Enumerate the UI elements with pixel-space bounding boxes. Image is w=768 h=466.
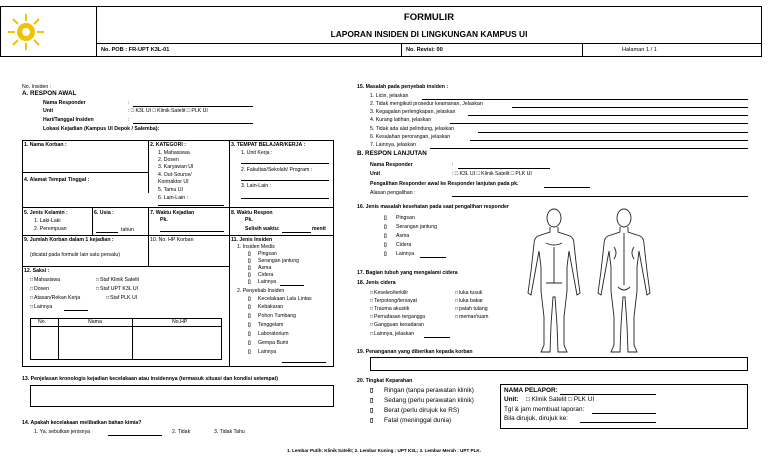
cidera-item[interactable]: □ luka tusuk	[455, 290, 482, 296]
q15-field[interactable]	[478, 132, 748, 133]
field-6-label: 6. Usia :	[94, 210, 114, 216]
kategori-item[interactable]: 5. Tamu UI	[158, 187, 183, 193]
pob-number: No. POB : FR-UPT K3L-01	[101, 47, 170, 53]
tempat-item[interactable]: 3. Lain-Lain :	[241, 183, 271, 189]
q16-lainnya-field[interactable]	[420, 257, 446, 258]
question-19: 19. Penanganan yang diberikan kepada korban	[357, 349, 473, 355]
tempat-lain-field[interactable]	[241, 198, 329, 199]
grid-divider	[22, 207, 230, 208]
tahun-unit: tahun	[121, 227, 134, 233]
body-front-diagram-icon[interactable]	[522, 207, 586, 355]
pelapor-label: NAMA PELAPOR:	[504, 387, 558, 394]
checkbox-icon[interactable]: ▯	[248, 304, 251, 310]
hari-label: Hari/Tanggal Insiden	[43, 117, 94, 123]
jenis-kelamin-item[interactable]: 2. Perempuan	[34, 226, 67, 232]
question-14: 14. Apakah kecelakaan melibatkan bahan kimia?	[22, 420, 142, 426]
lokasi-label: Lokasi Kejadian (Kampus UI Depok / Salemba):	[43, 126, 160, 132]
grid-divider	[229, 140, 230, 235]
grid-divider	[22, 266, 230, 267]
pelapor-unit-options[interactable]: □ Klinik Satelit □ PLK UI	[526, 396, 595, 403]
alasan-field[interactable]	[452, 196, 748, 197]
b-nama-field[interactable]	[458, 168, 550, 169]
grid-divider	[148, 207, 149, 266]
q14-option-tidak[interactable]: 2. Tidak	[172, 429, 191, 435]
alasan-label: Alasan pengalihan :	[370, 190, 416, 196]
table-col-divider	[132, 318, 133, 360]
q14-option-tidak-tahu[interactable]: 3. Tidak Tahu	[214, 429, 245, 435]
waktu-kejadian-field[interactable]	[160, 231, 224, 232]
kategori-item[interactable]: 6. Lain-Lain :	[158, 195, 188, 201]
unit-kerja-field[interactable]	[241, 163, 329, 164]
field-4-label: 4. Alamat Tempat Tinggal :	[24, 177, 90, 183]
q15-item[interactable]: 2. Tidak mengikuti prosedur keamanan, Jelaskan	[370, 101, 483, 107]
halaman-cell	[582, 43, 762, 57]
penyebab-item: Laboratorium	[258, 331, 289, 337]
checkbox-icon[interactable]: ▯	[370, 398, 374, 404]
field-10-label: 10. No. HP Korban	[150, 237, 194, 243]
saksi-item[interactable]: □ Mahasiswa	[30, 277, 60, 283]
hari-colon: :	[128, 117, 130, 123]
waktu-kejadian-pk: Pk.	[160, 217, 168, 223]
pengalihan-field[interactable]	[544, 187, 590, 188]
grid-divider	[22, 172, 149, 173]
field-2-label: 2. KATEGORI :	[150, 142, 186, 148]
penyebab-item: Pohon Tumbang	[258, 313, 297, 319]
field-11-label: 11. Jenis Insiden	[231, 237, 273, 243]
saksi-lainnya-field[interactable]	[64, 310, 88, 311]
question-20: 20. Tingkat Keparahan	[357, 378, 413, 384]
selisih-label: Selisih waktu:	[245, 226, 280, 232]
q16-item: Serangan jantung	[396, 224, 437, 230]
b-nama-responder-label: Nama Responder	[370, 162, 413, 168]
nama-responder-label: Nama Responder	[43, 100, 86, 106]
checkbox-icon[interactable]: ▯	[248, 340, 251, 346]
penyebab-insiden-label: 2. Penyebab Insiden	[237, 288, 285, 294]
medis-lainnya-field[interactable]	[280, 285, 304, 286]
cidera-item[interactable]: □ Gangguan kesadaran	[370, 322, 424, 328]
penanganan-box[interactable]	[370, 357, 748, 371]
checkbox-icon[interactable]: ▯	[248, 265, 251, 271]
checkbox-icon[interactable]: ▯	[248, 322, 251, 328]
keparahan-item: Fatal (meninggal dunia)	[384, 417, 452, 424]
hari-field[interactable]	[133, 123, 253, 124]
field-9-note: (dicatat pada formulir lain satu persatu)	[30, 252, 120, 258]
checkbox-icon[interactable]: ▯	[384, 224, 387, 230]
fakultas-field[interactable]	[241, 180, 329, 181]
insiden-medis-label: 1. Insiden Medis	[237, 244, 275, 250]
b-nama-colon: :	[452, 162, 454, 168]
table-col-divider	[58, 318, 59, 360]
form-subtitle: LAPORAN INSIDEN DI LINGKUNGAN KAMPUS UI	[330, 29, 528, 39]
cidera-item[interactable]: □ Terpotong/tersayat	[370, 298, 417, 304]
checkbox-icon[interactable]: ▯	[370, 418, 374, 424]
pelapor-unit-label: Unit:	[504, 396, 519, 403]
cidera-item[interactable]: □ Keseleo/terkilir	[370, 290, 408, 296]
q15-item[interactable]: 4. Kurang latihan, jelaskan	[370, 117, 432, 123]
q15-item[interactable]: 7. Lainnya, jelaskan	[370, 142, 416, 148]
checkbox-icon[interactable]: ▯	[248, 279, 251, 285]
question-16: 16. Jenis masalah kesehatan pada saat pengalihan responder	[357, 204, 509, 210]
question-17: 17. Bagian tubuh yang mengalami cidera	[357, 270, 458, 276]
checkbox-icon[interactable]: ▯	[248, 349, 251, 355]
kategori-item[interactable]: 4. Out-Source/	[158, 172, 192, 178]
tempat-item[interactable]: 1. Unit Kerja :	[241, 150, 273, 156]
checkbox-icon[interactable]: ▯	[384, 251, 387, 257]
penyebab-item: Kecelakaan Lalu Lintas	[258, 296, 312, 302]
checkbox-icon[interactable]: ▯	[384, 215, 387, 221]
pelapor-bila-field[interactable]	[580, 422, 656, 423]
cidera-lainnya-field[interactable]	[424, 337, 450, 338]
checkbox-icon[interactable]: ▯	[370, 388, 374, 394]
field-5-label: 5. Jenis Kelamin :	[24, 210, 68, 216]
keparahan-item: Sedang (perlu perawatan klinik)	[384, 397, 474, 404]
footer-note: 1. Lembar Putih: Klinik Satelit; 2. Lembar Kuning : UPT K3L; 3. Lembar Merah : UPT PLK.	[287, 448, 481, 453]
usia-field[interactable]	[96, 232, 118, 233]
penyebab-item: Lainnya	[258, 349, 277, 355]
checkbox-icon[interactable]: ▯	[370, 408, 374, 414]
q15-item[interactable]: 3. Kegagalan perlengkapan, jelaskan	[370, 109, 456, 115]
kategori-item[interactable]: 2. Dosen	[158, 157, 179, 163]
q15-field[interactable]	[422, 99, 748, 100]
question-13: 13. Penjelasan kronologis kejadian kecelakaan atau insidennya (termasuk situasi dan kondisi setempat)	[22, 376, 279, 382]
kronologi-box[interactable]	[30, 385, 334, 407]
keparahan-item: Ringan (tanpa perawatan klinik)	[384, 387, 474, 394]
table-header: Nama	[88, 319, 102, 325]
pelapor-tgl-field[interactable]	[592, 413, 656, 414]
table-header: No.HP	[172, 319, 188, 325]
checkbox-icon[interactable]: ▯	[248, 313, 251, 319]
field-8-label: 8. Waktu Respon	[231, 210, 273, 216]
no-insiden-label: No. Insiden :	[22, 84, 52, 90]
grid-divider	[229, 235, 230, 367]
jenis-kelamin-item[interactable]: 1. Laki-Laki	[34, 218, 61, 224]
section-b-heading: B. RESPON LANJUTAN	[357, 150, 427, 157]
q15-field[interactable]	[468, 115, 748, 116]
penyebab-item: Kebakaran	[258, 304, 284, 310]
tempat-item[interactable]: 2. Fakultas/Sekolah/ Program :	[241, 167, 313, 173]
grid-divider	[229, 207, 334, 208]
q16-item: Pingsan	[396, 215, 415, 221]
penyebab-item: Tenggelam	[258, 322, 284, 328]
pelapor-tgl-label: Tgl & jam membuat laporan:	[504, 406, 585, 413]
medis-item: Cidera	[258, 272, 274, 278]
question-15: 15. Masalah pada penyebab insiden :	[357, 84, 449, 90]
cidera-item[interactable]: □ patah tulang	[455, 306, 488, 312]
checkbox-icon[interactable]: ▯	[248, 272, 251, 278]
field-9-label: 9. Jumlah Korban dalam 1 kejadian :	[24, 237, 114, 243]
q15-field[interactable]	[512, 107, 748, 108]
kategori-item[interactable]: 3. Karyawan UI	[158, 164, 194, 170]
saksi-item[interactable]: □ Dosen	[30, 286, 49, 292]
checkbox-icon[interactable]: ▯	[248, 251, 251, 257]
menit-unit: menit	[312, 226, 326, 232]
medis-item: Serangan jantung	[258, 258, 299, 264]
revisi-number: No. Revisi: 00	[406, 47, 443, 53]
q16-item: Lainnya	[396, 251, 415, 257]
saksi-item[interactable]: □ Staf PLK UI	[106, 295, 137, 301]
field-12-label: 12. Saksi :	[24, 268, 50, 274]
saksi-item[interactable]: □ Staf UPT K3L UI	[96, 286, 138, 292]
ui-seal-logo-icon	[6, 12, 46, 52]
q15-field[interactable]	[430, 148, 748, 149]
medis-item: Asma	[258, 265, 272, 271]
q15-item[interactable]: 5. Tidak ada alat pelindung, jelaskan	[370, 126, 454, 132]
pengalihan-label: Pengalihan Responder awal ke Responder lanjutan pada pk.	[370, 181, 519, 187]
cidera-item[interactable]: □ Lainnya, jelaskan	[370, 331, 414, 337]
cidera-item[interactable]: □ Trauma akustik	[370, 306, 409, 312]
q14-option-ya[interactable]: 1. Ya, sebutkan jenisnya	[34, 429, 91, 435]
checkbox-icon[interactable]: ▯	[248, 331, 251, 337]
saksi-item[interactable]: □ Lainnya	[30, 304, 52, 310]
cidera-item[interactable]: □ Pernafasan terganggu	[370, 314, 425, 320]
kategori-lain-field[interactable]	[158, 205, 224, 206]
q16-item: Asma	[396, 233, 410, 239]
pelapor-bila-label: Bila dirujuk, dirujuk ke:	[504, 415, 568, 422]
kategori-item: Kontraktor UI	[158, 179, 189, 185]
q15-field[interactable]	[450, 123, 748, 124]
q15-field[interactable]	[470, 140, 748, 141]
table-header: No.	[38, 319, 47, 325]
penyebab-lainnya-field[interactable]	[282, 362, 326, 363]
checkbox-icon[interactable]: ▯	[248, 296, 251, 302]
selisih-field[interactable]	[282, 232, 311, 233]
nama-responder-field[interactable]	[133, 106, 253, 107]
medis-item: Pingsan	[258, 251, 277, 257]
grid-divider	[22, 235, 334, 236]
medis-item: Lainnya	[258, 279, 277, 285]
grid-divider	[148, 140, 149, 193]
checkbox-icon[interactable]: ▯	[248, 258, 251, 264]
penyebab-item: Gempa Bumi	[258, 340, 289, 346]
kategori-item[interactable]: 1. Mahasiswa	[158, 150, 190, 156]
pelapor-field[interactable]	[560, 394, 656, 395]
cidera-item[interactable]: □ luka bakar	[455, 298, 483, 304]
question-18: 18. Jenis cidera	[357, 280, 396, 286]
cidera-item[interactable]: □ memar/ruam	[455, 314, 488, 320]
checkbox-icon[interactable]: ▯	[384, 233, 387, 239]
halaman-number: Halaman 1 / 1	[622, 47, 657, 53]
unit-options[interactable]: : □ K3L UI □ Klinik Satelit □ PLK UI	[128, 108, 208, 114]
keparahan-item: Berat (perlu dirujuk ke RS)	[384, 407, 460, 414]
table-row-divider	[30, 326, 222, 327]
field-7-label: 7. Waktu Kejadian	[150, 210, 195, 216]
saksi-item[interactable]: □ Atasan/Rekan Kerja	[30, 295, 80, 301]
unit-label: Unit	[43, 108, 54, 114]
b-unit-label: Unit	[370, 171, 381, 177]
nama-responder-colon: :	[128, 100, 130, 106]
q15-item[interactable]: 1. Licin, jelaskan	[370, 93, 409, 99]
saksi-item[interactable]: □ Staf Klinik Satelit	[96, 277, 139, 283]
bahan-kimia-field[interactable]	[108, 435, 162, 436]
body-back-diagram-icon[interactable]	[592, 207, 656, 355]
form-title: FORMULIR	[403, 12, 455, 23]
b-unit-options[interactable]: : □ K3L UI □ Klinik Satelit □ PLK UI	[452, 171, 532, 177]
q15-item[interactable]: 6. Kesalahan perorangan, jelaskan	[370, 134, 451, 140]
field-1-label: 1. Nama Korban :	[24, 142, 67, 148]
section-a-heading: A. RESPON AWAL	[22, 90, 77, 97]
grid-divider	[92, 207, 93, 235]
field-3-label: 3. TEMPAT BELAJAR/KERJA :	[231, 142, 306, 148]
q16-item: Cidera	[396, 242, 412, 248]
checkbox-icon[interactable]: ▯	[384, 242, 387, 248]
waktu-respon-pk: Pk.	[245, 217, 253, 223]
